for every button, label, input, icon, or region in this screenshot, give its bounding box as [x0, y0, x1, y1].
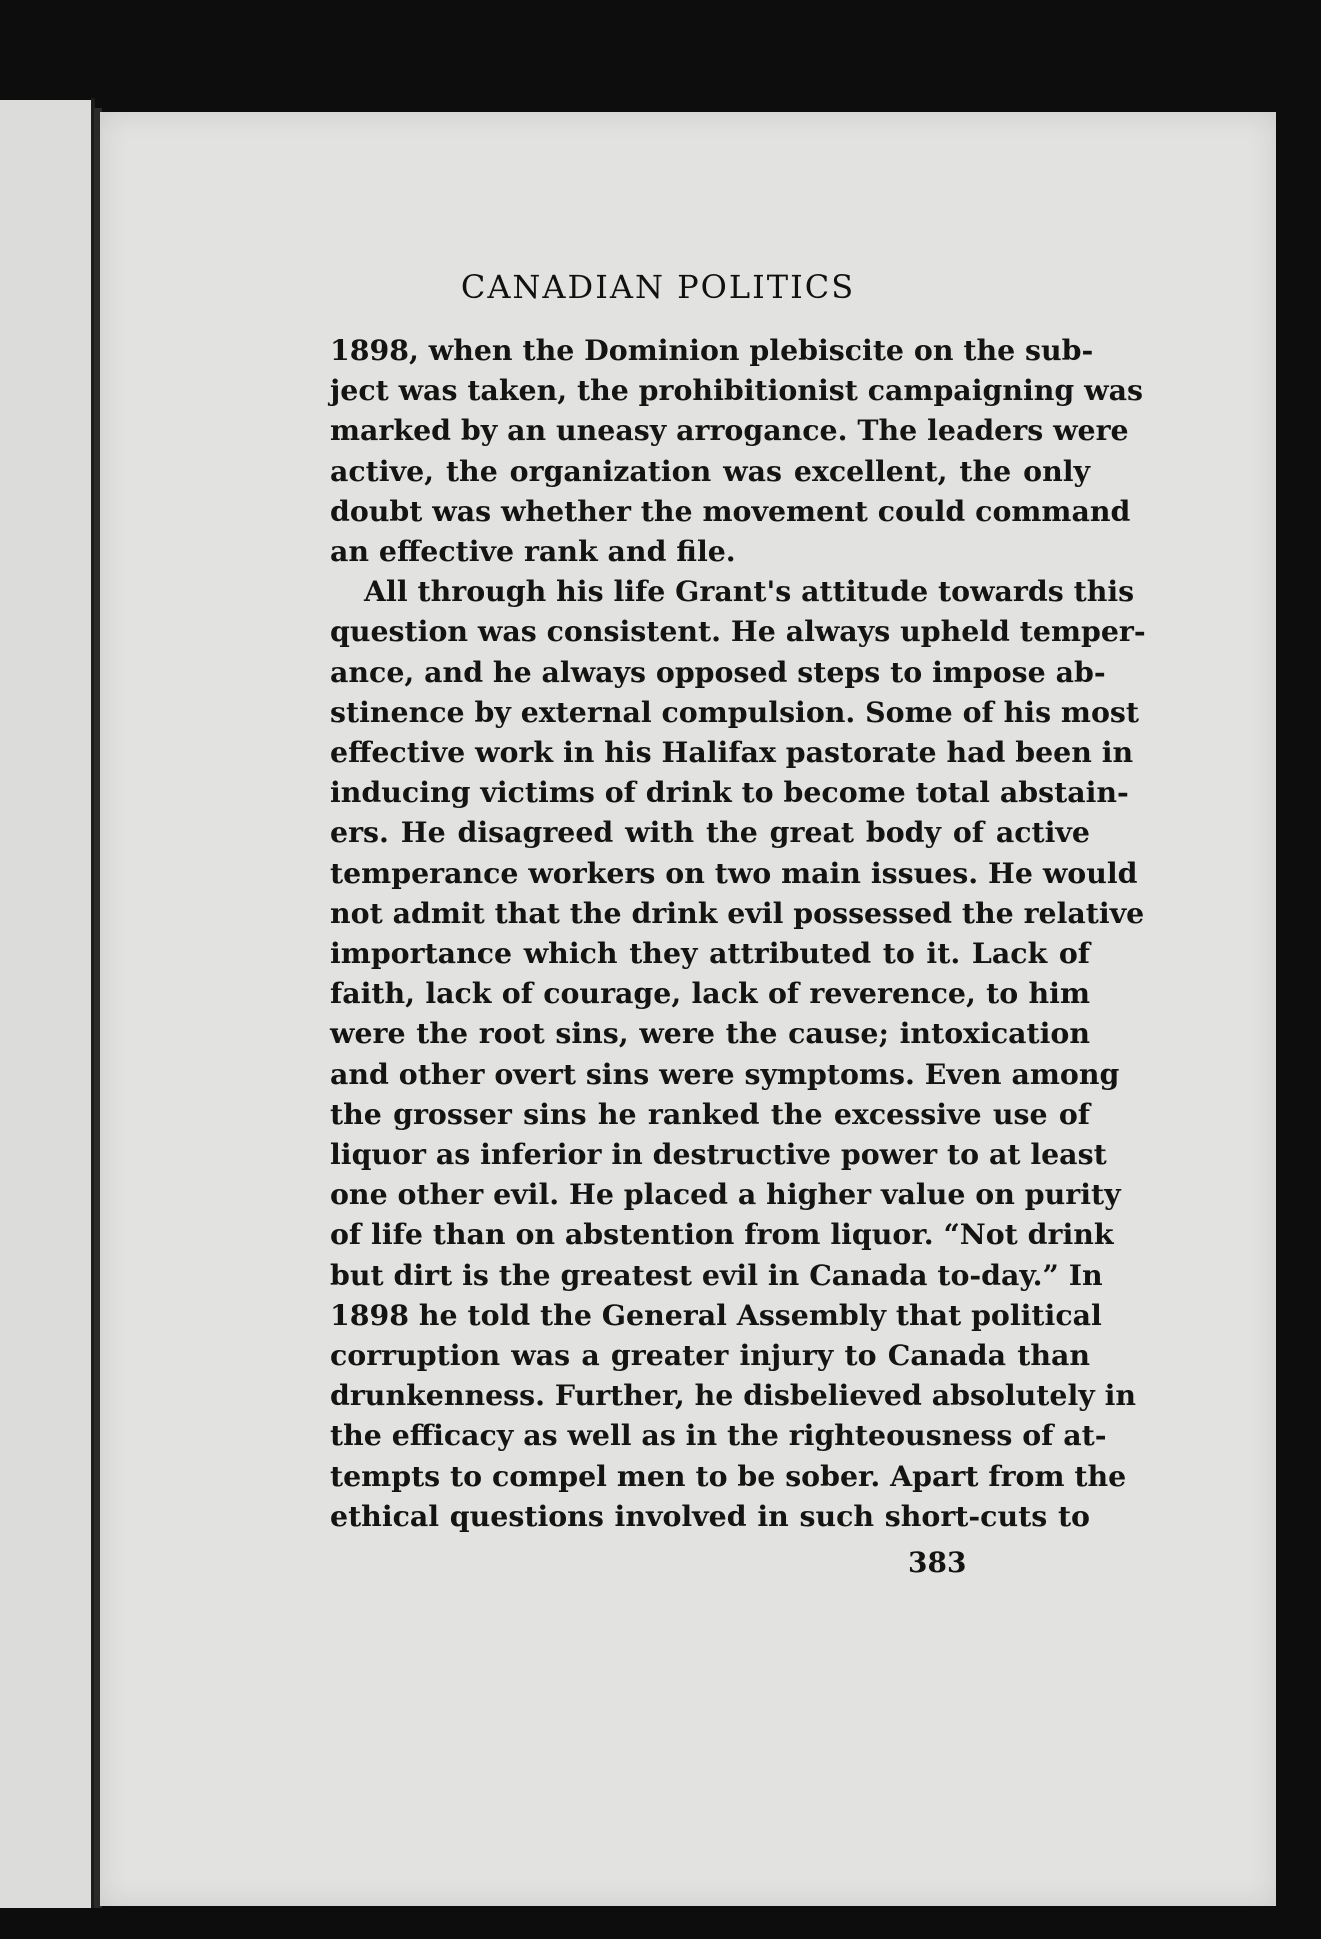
text-line: temperance workers on two main issues. He would	[330, 855, 1138, 890]
text-line: ance, and he always opposed steps to impose ab-	[330, 654, 1106, 689]
text-line: importance which they attributed to it. Lack of	[330, 936, 1090, 971]
paragraph-1	[330, 330, 1143, 571]
text-line: drunkenness. Further, he disbelieved absolutely in	[330, 1378, 1137, 1413]
text-line: the efficacy as well as in the righteousness of at-	[330, 1418, 1107, 1453]
text-line: 1898 he told the General Assembly that political	[330, 1297, 1102, 1332]
text-line: one other evil. He placed a higher value on purity	[330, 1177, 1121, 1212]
text-line: liquor as inferior in destructive power to at least	[330, 1137, 1107, 1172]
text-line: and other overt sins were symptoms. Even among	[330, 1056, 1120, 1091]
text-line: the grosser sins he ranked the excessive use of	[330, 1096, 1090, 1131]
paragraph-2	[330, 571, 1146, 1536]
text-line: ers. He disagreed with the great body of active	[330, 815, 1090, 850]
text-line: inducing victims of drink to become total abstain-	[330, 775, 1129, 810]
text-line: All through his life Grant's attitude towards this	[364, 574, 1135, 609]
text-line: of life than on abstention from liquor. “Not drink	[330, 1217, 1114, 1252]
text-line: effective work in his Halifax pastorate had been in	[330, 735, 1134, 770]
text-line: ethical questions involved in such short-cuts to	[330, 1498, 1090, 1533]
page-number: 383	[908, 1546, 967, 1579]
text-line: active, the organization was excellent, the only	[330, 453, 1090, 488]
running-head: CANADIAN POLITICS	[460, 268, 856, 306]
text-line: marked by an uneasy arrogance. The leaders were	[330, 413, 1129, 448]
text-line: faith, lack of courage, lack of reverence, to him	[330, 976, 1090, 1011]
text-line: ject was taken, the prohibitionist campaigning was	[330, 373, 1143, 408]
text-line: corruption was a greater injury to Canada than	[330, 1338, 1090, 1373]
body-text	[330, 330, 1146, 1536]
facing-page-fragment	[0, 100, 94, 1908]
text-line: but dirt is the greatest evil in Canada to-day.” In	[330, 1257, 1103, 1292]
text-line: tempts to compel men to be sober. Apart from the	[330, 1458, 1127, 1493]
text-line: not admit that the drink evil possessed the relative	[330, 895, 1145, 930]
text-line: doubt was whether the movement could command	[330, 493, 1131, 528]
text-line: were the root sins, were the cause; intoxication	[330, 1016, 1090, 1051]
text-line: an effective rank and file.	[330, 534, 736, 569]
text-line: stinence by external compulsion. Some of his most	[330, 694, 1140, 729]
text-line: question was consistent. He always upheld temper-	[330, 614, 1146, 649]
text-line: 1898, when the Dominion plebiscite on the sub-	[330, 333, 1094, 367]
